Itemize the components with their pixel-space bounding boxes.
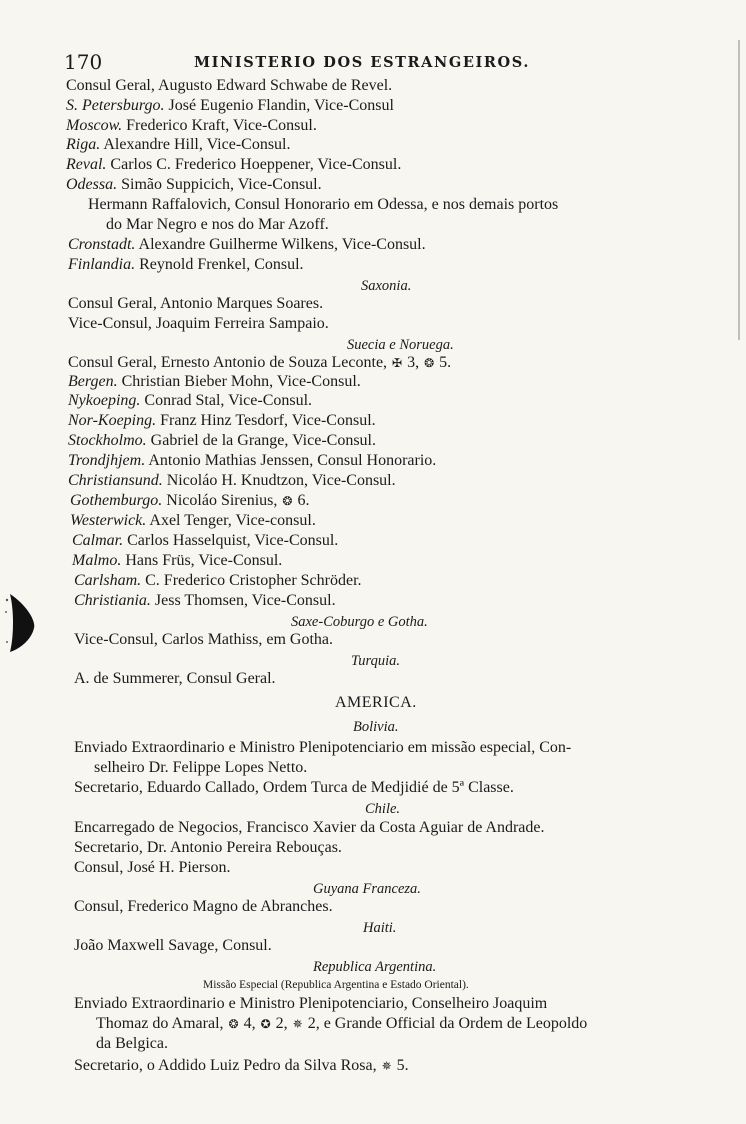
entry-line: Secretario, Eduardo Callado, Ordem Turca de Medjidié de 5ª Classe.: [74, 779, 514, 796]
entry-line: Encarregado de Negocios, Francisco Xavier da Costa Aguiar de Andrade.: [74, 819, 545, 836]
running-title: MINISTERIO DOS ESTRANGEIROS.: [194, 54, 530, 71]
section-heading: Suecia e Noruega.: [347, 337, 454, 353]
entry-line: do Mar Negro e nos do Mar Azoff.: [106, 216, 329, 233]
entry-line: Christiania. Jess Thomsen, Vice-Consul.: [74, 592, 336, 609]
cross-star-order-icon: ✵: [381, 1059, 392, 1073]
entry-line: Odessa. Simão Suppicich, Vice-Consul.: [66, 176, 322, 193]
page-header: [64, 50, 706, 72]
region-heading-america: AMERICA.: [335, 694, 417, 711]
entry-line: Reval. Carlos C. Frederico Hoeppener, Vice-Consul.: [66, 156, 402, 173]
entry-line: Carlsham. C. Frederico Cristopher Schröder.: [74, 572, 362, 589]
medal-order-icon: ❂: [424, 356, 435, 370]
entry-line: Malmo. Hans Früs, Vice-Consul.: [72, 552, 283, 569]
page-edge-line: [736, 40, 742, 340]
section-heading: Saxe-Coburgo e Gotha.: [291, 614, 428, 630]
entry-line: Consul Geral, Antonio Marques Soares.: [68, 295, 324, 312]
entry-line: Consul Geral, Augusto Edward Schwabe de Revel.: [66, 77, 393, 94]
cross-star-order-icon: ✵: [292, 1017, 303, 1031]
entry-line: Vice-Consul, Joaquim Ferreira Sampaio.: [68, 315, 329, 332]
entry-line: Bergen. Christian Bieber Mohn, Vice-Consul.: [68, 373, 361, 390]
entry-line: Nor-Koeping. Franz Hinz Tesdorf, Vice-Consul.: [68, 412, 376, 429]
entry-line: A. de Summerer, Consul Geral.: [74, 670, 276, 687]
entry-line: Thomaz do Amaral, ❂ 4, ✪ 2, ✵ 2, e Grande Official da Ordem de Leopoldo: [96, 1015, 588, 1032]
entry-line: Hermann Raffalovich, Consul Honorario em Odessa, e nos demais portos: [88, 196, 559, 213]
entry-line: Trondjhjem. Antonio Mathias Jenssen, Consul Honorario.: [68, 452, 437, 469]
binding-hole-mark: [4, 592, 38, 654]
entry-line: Riga. Alexandre Hill, Vice-Consul.: [66, 136, 291, 153]
mission-note: Missão Especial (Republica Argentina e Estado Oriental).: [203, 979, 469, 991]
cross-order-icon: ✠: [392, 356, 403, 370]
entry-line: Finlandia. Reynold Frenkel, Consul.: [68, 256, 304, 273]
entry-line: Secretario, Dr. Antonio Pereira Rebouças.: [74, 839, 342, 856]
entry-line: Calmar. Carlos Hasselquist, Vice-Consul.: [72, 532, 339, 549]
entry-line: Consul Geral, Ernesto Antonio de Souza Leconte, ✠ 3, ❂ 5.: [68, 354, 452, 371]
entry-line: selheiro Dr. Felippe Lopes Netto.: [94, 759, 308, 776]
section-heading: Saxonia.: [361, 278, 412, 294]
section-heading: Bolivia.: [353, 719, 399, 735]
entry-line: Cronstadt. Alexandre Guilherme Wilkens, Vice-Consul.: [68, 236, 426, 253]
entry-line: Enviado Extraordinario e Ministro Plenipotenciario em missão especial, Con-: [74, 739, 572, 756]
entry-line: Christiansund. Nicoláo H. Knudtzon, Vice-Consul.: [68, 472, 396, 489]
section-heading: Republica Argentina.: [313, 959, 437, 975]
entry-line: da Belgica.: [96, 1035, 168, 1052]
section-heading: Guyana Franceza.: [313, 881, 421, 897]
entry-line: Nykoeping. Conrad Stal, Vice-Consul.: [68, 392, 313, 409]
star-order-icon: ✪: [260, 1017, 271, 1031]
entry-line: Moscow. Frederico Kraft, Vice-Consul.: [66, 117, 317, 134]
entry-line: João Maxwell Savage, Consul.: [74, 937, 272, 954]
section-heading: Haiti.: [363, 920, 397, 936]
entry-line: Secretario, o Addido Luiz Pedro da Silva Rosa, ✵ 5.: [74, 1057, 409, 1074]
entry-line: Vice-Consul, Carlos Mathiss, em Gotha.: [74, 631, 334, 648]
entry-line: Consul, José H. Pierson.: [74, 859, 231, 876]
entry-line: Stockholmo. Gabriel de la Grange, Vice-Consul.: [68, 432, 376, 449]
section-heading: Turquia.: [351, 653, 401, 669]
entry-line: Enviado Extraordinario e Ministro Plenipotenciario, Conselheiro Joaquim: [74, 995, 548, 1012]
page-number: 170: [64, 50, 103, 74]
entry-line: S. Petersburgo. José Eugenio Flandin, Vice-Consul: [66, 97, 394, 114]
entry-line: Gothemburgo. Nicoláo Sirenius, ❂ 6.: [70, 492, 310, 509]
medal-order-icon: ❂: [282, 494, 293, 508]
medal-order-icon: ❂: [228, 1017, 239, 1031]
entry-line: Westerwick. Axel Tenger, Vice-consul.: [70, 512, 316, 529]
entry-line: Consul, Frederico Magno de Abranches.: [74, 898, 333, 915]
section-heading: Chile.: [365, 801, 401, 817]
